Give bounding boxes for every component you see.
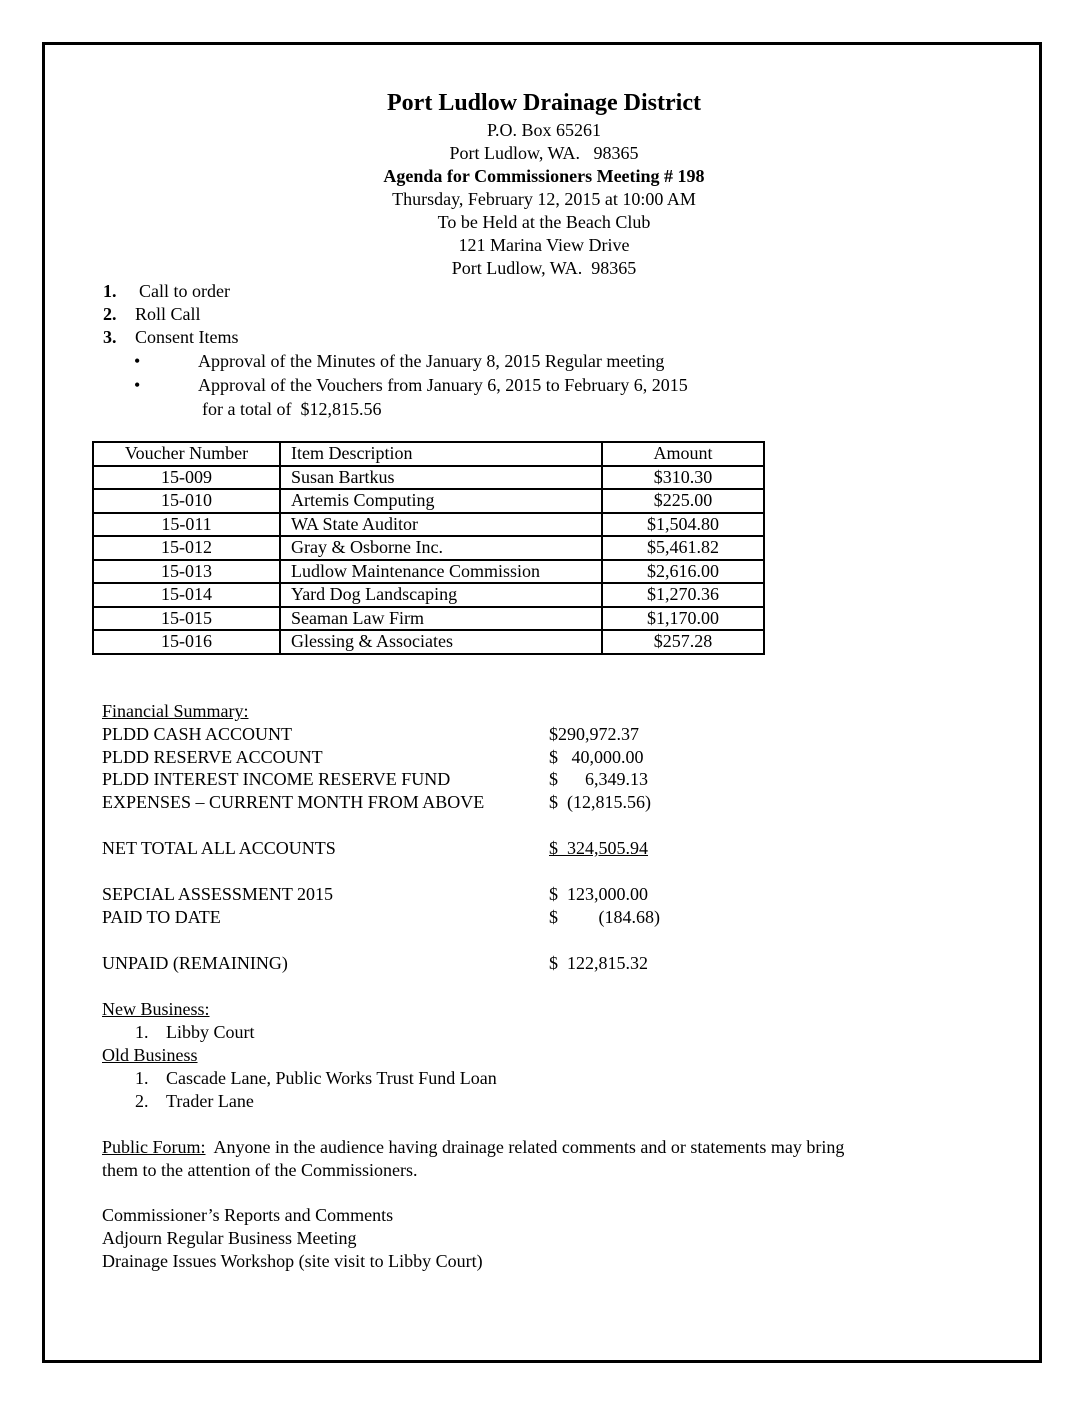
unpaid-value: $ 122,815.32: [549, 953, 648, 973]
table-row: [93, 536, 764, 560]
reserve-account-value: $ 40,000.00: [549, 747, 644, 767]
agenda-title: Agenda for Commissioners Meeting # 198: [383, 166, 705, 186]
org-name: Port Ludlow Drainage District: [387, 90, 701, 116]
city-line: Port Ludlow, WA. 98365: [449, 143, 639, 163]
amount: $225.00: [602, 489, 764, 513]
table-row: [93, 513, 764, 537]
expenses-value: $ (12,815.56): [549, 792, 651, 812]
list-item: Libby Court: [166, 1022, 255, 1042]
item-description: Yard Dog Landscaping: [280, 583, 602, 607]
item-description: Artemis Computing: [280, 489, 602, 513]
bullet-icon: •: [134, 375, 141, 395]
table-row: [93, 489, 764, 513]
agenda-item-number: 2.: [103, 304, 117, 324]
item-description: Susan Bartkus: [280, 466, 602, 490]
amount: $1,504.80: [602, 513, 764, 537]
header-amount: Amount: [602, 442, 764, 466]
new-business-heading: New Business:: [102, 999, 210, 1019]
consent-vouchers-approval: Approval of the Vouchers from January 6, 2015 to February 6, 2015: [198, 375, 688, 395]
voucher-total: for a total of $12,815.56: [202, 399, 382, 419]
item-description: Seaman Law Firm: [280, 607, 602, 631]
paid-to-date-label: PAID TO DATE: [102, 907, 221, 927]
agenda-item-call-to-order: Call to order: [139, 281, 230, 301]
list-item-number: 1.: [135, 1022, 149, 1042]
voucher-number: 15-012: [93, 536, 280, 560]
list-item-number: 1.: [135, 1068, 149, 1088]
voucher-number: 15-014: [93, 583, 280, 607]
expenses-label: EXPENSES – CURRENT MONTH FROM ABOVE: [102, 792, 485, 812]
voucher-number: 15-010: [93, 489, 280, 513]
public-forum-heading: Public Forum:: [102, 1137, 206, 1157]
public-forum-text: Anyone in the audience having drainage related comments and or statements may bring: [205, 1137, 845, 1157]
list-item-number: 2.: [135, 1091, 149, 1111]
agenda-item-roll-call: Roll Call: [135, 304, 201, 324]
amount: $310.30: [602, 466, 764, 490]
voucher-number: 15-015: [93, 607, 280, 631]
public-forum-line-1: [102, 1136, 844, 1158]
amount: $1,170.00: [602, 607, 764, 631]
paid-to-date-value: $ (184.68): [549, 907, 660, 927]
interest-reserve-value: $ 6,349.13: [549, 769, 648, 789]
financial-summary-heading: Financial Summary:: [102, 701, 249, 721]
cash-account-value: $290,972.37: [549, 724, 639, 744]
table-row: [93, 583, 764, 607]
net-total-label: NET TOTAL ALL ACCOUNTS: [102, 838, 336, 858]
special-assessment-value: $ 123,000.00: [549, 884, 648, 904]
agenda-item-number: 1.: [103, 281, 117, 301]
adjourn-meeting: Adjourn Regular Business Meeting: [102, 1228, 357, 1248]
drainage-workshop: Drainage Issues Workshop (site visit to Libby Court): [102, 1251, 483, 1271]
table-header-row: [93, 442, 764, 466]
special-assessment-label: SEPCIAL ASSESSMENT 2015: [102, 884, 334, 904]
interest-reserve-label: PLDD INTEREST INCOME RESERVE FUND: [102, 769, 451, 789]
header-item-description: Item Description: [280, 442, 602, 466]
table-row: [93, 630, 764, 654]
item-description: Gray & Osborne Inc.: [280, 536, 602, 560]
consent-minutes-approval: Approval of the Minutes of the January 8, 2015 Regular meeting: [198, 351, 665, 371]
amount: $257.28: [602, 630, 764, 654]
header-voucher-number: Voucher Number: [93, 442, 280, 466]
list-item: Cascade Lane, Public Works Trust Fund Loan: [166, 1068, 497, 1088]
public-forum-text-line-2: them to the attention of the Commissioners.: [102, 1160, 418, 1180]
amount: $1,270.36: [602, 583, 764, 607]
agenda-item-number: 3.: [103, 327, 117, 347]
amount: $5,461.82: [602, 536, 764, 560]
venue: To be Held at the Beach Club: [437, 212, 651, 232]
cash-account-label: PLDD CASH ACCOUNT: [102, 724, 293, 744]
table-row: [93, 466, 764, 490]
item-description: Ludlow Maintenance Commission: [280, 560, 602, 584]
table-row: [93, 607, 764, 631]
voucher-number: 15-016: [93, 630, 280, 654]
voucher-number: 15-013: [93, 560, 280, 584]
old-business-heading: Old Business: [102, 1045, 198, 1065]
item-description: Glessing & Associates: [280, 630, 602, 654]
unpaid-label: UNPAID (REMAINING): [102, 953, 288, 973]
voucher-number: 15-011: [93, 513, 280, 537]
item-description: WA State Auditor: [280, 513, 602, 537]
po-box: P.O. Box 65261: [486, 120, 602, 140]
table-row: [93, 560, 764, 584]
voucher-number: 15-009: [93, 466, 280, 490]
commissioners-reports: Commissioner’s Reports and Comments: [102, 1205, 394, 1225]
agenda-item-consent-items: Consent Items: [135, 327, 239, 347]
venue-city: Port Ludlow, WA. 98365: [451, 258, 637, 278]
bullet-icon: •: [134, 351, 141, 371]
net-total-value: $ 324,505.94: [549, 838, 648, 858]
list-item: Trader Lane: [166, 1091, 254, 1111]
reserve-account-label: PLDD RESERVE ACCOUNT: [102, 747, 323, 767]
meeting-date-time: Thursday, February 12, 2015 at 10:00 AM: [392, 189, 696, 209]
voucher-table: [92, 441, 765, 655]
street: 121 Marina View Drive: [458, 235, 630, 255]
amount: $2,616.00: [602, 560, 764, 584]
